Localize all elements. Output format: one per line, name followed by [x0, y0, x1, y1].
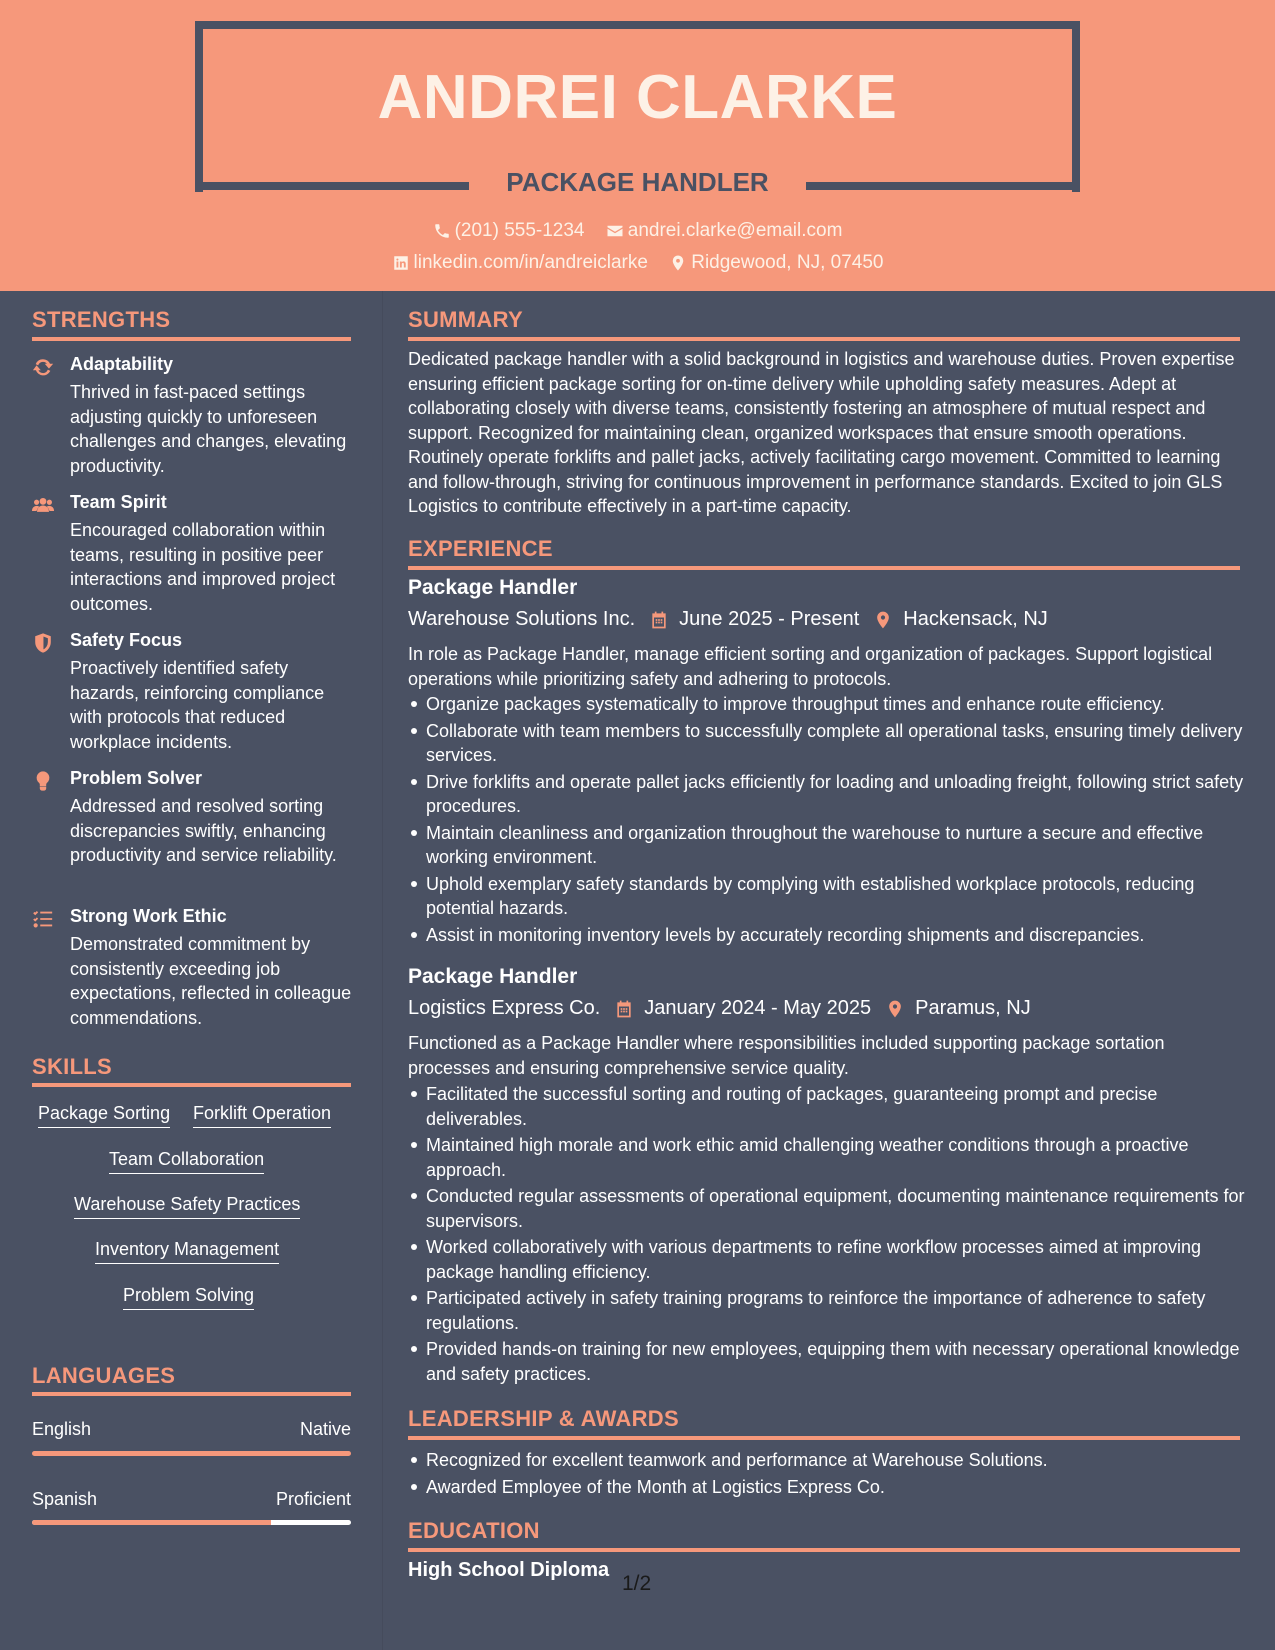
job-title-1: Package Handler [408, 576, 578, 599]
strength-desc: Encouraged collaboration within teams, resulting in positive peer interactions and improved project outcomes. [70, 520, 336, 614]
bullet-item: Provided hands-on training for new employees, equipping them with necessary operational knowledge and safety practices. [426, 1337, 1258, 1386]
company-name: Warehouse Solutions Inc. [408, 608, 636, 630]
summary-rule [408, 337, 1240, 341]
leadership-rule [408, 1436, 1240, 1440]
skill-tag: Problem Solving [123, 1285, 254, 1310]
strength-title: Problem Solver [70, 768, 203, 788]
experience-rule [408, 566, 1240, 570]
phone-text: (201) 555-1234 [454, 220, 585, 241]
job-intro: Functioned as a Package Handler where responsibilities included supporting package sortation processes and ensuring comprehensive service quality. [408, 1033, 1165, 1078]
users-icon [32, 494, 54, 516]
envelope-icon [606, 222, 624, 240]
resume-header [0, 0, 1275, 291]
language-bar-fill [32, 1451, 351, 1456]
strength-desc: Demonstrated commitment by consistently exceeding job expectations, reflected in colleague commendations. [70, 934, 352, 1028]
job-dates: June 2025 - Present [679, 608, 860, 630]
linkedin-icon [392, 254, 410, 272]
leadership-heading: LEADERSHIP & AWARDS [408, 1406, 679, 1431]
bullet-item: Drive forklifts and operate pallet jacks efficiently for loading and unloading freight, following strict safety procedures. [426, 770, 1258, 819]
job-title: PACKAGE HANDLER [506, 167, 769, 197]
skill-tag: Inventory Management [95, 1239, 279, 1264]
language-bar [32, 1451, 351, 1456]
contact-row-1 [0, 220, 1275, 246]
map-pin-icon [885, 999, 905, 1019]
bullet-item: Organize packages systematically to improve throughput times and enhance route efficiency. [426, 692, 1258, 717]
bullet-item: Conducted regular assessments of operational equipment, documenting maintenance requirements for supervisors. [426, 1184, 1258, 1233]
map-pin-icon [873, 610, 893, 630]
summary-heading: SUMMARY [408, 307, 523, 332]
education-heading: EDUCATION [408, 1518, 540, 1543]
company-name: Logistics Express Co. [408, 997, 601, 1019]
bullet-item: Maintained high morale and work ethic amid challenging weather conditions through a proactive approach. [426, 1133, 1258, 1182]
bullet-item: Recognized for excellent teamwork and performance at Warehouse Solutions. [426, 1448, 1258, 1473]
language-name: English [32, 1419, 92, 1439]
skill-tag: Team Collaboration [109, 1149, 264, 1174]
linkedin-text: linkedin.com/in/andreiclarke [413, 252, 648, 273]
column-divider [382, 291, 383, 1650]
education-degree: High School Diploma [408, 1559, 610, 1581]
job-meta-2 [408, 997, 1031, 1020]
contact-row-2 [0, 252, 1275, 278]
skill-tag: Forklift Operation [193, 1103, 331, 1128]
education-rule [408, 1548, 1240, 1552]
job-dates: January 2024 - May 2025 [644, 997, 872, 1019]
strength-title: Adaptability [70, 354, 174, 374]
language-level: Proficient [275, 1489, 351, 1509]
strengths-rule [32, 337, 351, 341]
map-pin-icon [669, 254, 687, 272]
strength-title: Strong Work Ethic [70, 906, 227, 926]
bullet-item: Participated actively in safety training programs to reinforce the importance of adherence to safety regulations. [426, 1286, 1258, 1335]
email-text: andrei.clarke@email.com [627, 220, 843, 241]
email-contact[interactable] [606, 220, 843, 242]
skills-rule [32, 1083, 351, 1087]
candidate-name: ANDREI CLARKE [377, 63, 898, 132]
job-bullets-2 [408, 1082, 1258, 1388]
languages-heading: LANGUAGES [32, 1363, 176, 1388]
refresh-icon [32, 356, 54, 378]
job-meta-1 [408, 608, 1048, 631]
bullet-item: Facilitated the successful sorting and routing of packages, guaranteeing prompt and precise deliverables. [426, 1082, 1258, 1131]
skills-heading: SKILLS [32, 1054, 113, 1079]
bullet-item: Worked collaboratively with various departments to refine workflow processes aimed at improving package handling efficiency. [426, 1235, 1258, 1284]
bullet-item: Maintain cleanliness and organization throughout the warehouse to nurture a secure and effective working environment. [426, 821, 1258, 870]
job-intro: In role as Package Handler, manage efficient sorting and organization of packages. Support logistical operations while prioritizing safety and adhering to protocols. [408, 644, 1213, 689]
bullet-item: Uphold exemplary safety standards by complying with established workplace protocols, reducing potential hazards. [426, 872, 1258, 921]
location-contact [669, 252, 883, 274]
leadership-bullets [408, 1448, 1258, 1501]
job-location: Paramus, NJ [915, 997, 1031, 1019]
job-bullets-1 [408, 692, 1258, 949]
strength-desc: Thrived in fast-paced settings adjusting quickly to unforeseen challenges and changes, elevating productivity. [70, 382, 347, 476]
language-level: Native [299, 1419, 351, 1439]
strength-title: Team Spirit [70, 492, 167, 512]
calendar-icon [614, 999, 634, 1019]
bullet-item: Assist in monitoring inventory levels by accurately recording shipments and discrepancies. [426, 923, 1258, 948]
language-name: Spanish [32, 1489, 98, 1509]
location-text: Ridgewood, NJ, 07450 [691, 252, 884, 273]
phone-contact[interactable] [433, 220, 585, 242]
strength-desc: Addressed and resolved sorting discrepancies swiftly, enhancing productivity and service reliability. [70, 796, 337, 865]
lightbulb-icon [32, 770, 54, 792]
calendar-icon [649, 610, 669, 630]
bullet-item: Collaborate with team members to successfully complete all operational tasks, ensuring timely delivery services. [426, 719, 1258, 768]
bullet-item: Awarded Employee of the Month at Logistics Express Co. [426, 1475, 1258, 1500]
job-location: Hackensack, NJ [903, 608, 1048, 630]
strengths-heading: STRENGTHS [32, 307, 171, 332]
language-bar [32, 1520, 351, 1525]
languages-rule [32, 1392, 351, 1396]
shield-icon [32, 632, 54, 654]
phone-icon [433, 222, 451, 240]
summary-text: Dedicated package handler with a solid background in logistics and warehouse duties. Proven expertise ensuring efficient package sorting for on-time delivery while upholding safety measures. Adept at collaborating closely with diverse teams, consistently fostering an atmosphere of mutual respect and support. Recognized for maintaining clean, organized workspaces that ensure smooth operations. Routinely operate forklifts and pallet jacks, actively facilitating cargo movement. Committed to learning and follow-through, striving for continuous improvement in performance standards. Excited to join GLS Logistics to contribute effectively in a part-time capacity. [408, 349, 1235, 516]
experience-heading: EXPERIENCE [408, 536, 553, 561]
checklist-icon [32, 908, 54, 930]
page-number: 1/2 [622, 1572, 652, 1595]
job-title-2: Package Handler [408, 965, 578, 988]
skill-tag: Warehouse Safety Practices [74, 1194, 300, 1219]
language-bar-fill [32, 1520, 271, 1525]
skill-tag: Package Sorting [38, 1103, 170, 1128]
linkedin-contact[interactable] [392, 252, 648, 274]
strength-title: Safety Focus [70, 630, 183, 650]
strength-desc: Proactively identified safety hazards, reinforcing compliance with protocols that reduced workplace incidents. [70, 658, 325, 752]
